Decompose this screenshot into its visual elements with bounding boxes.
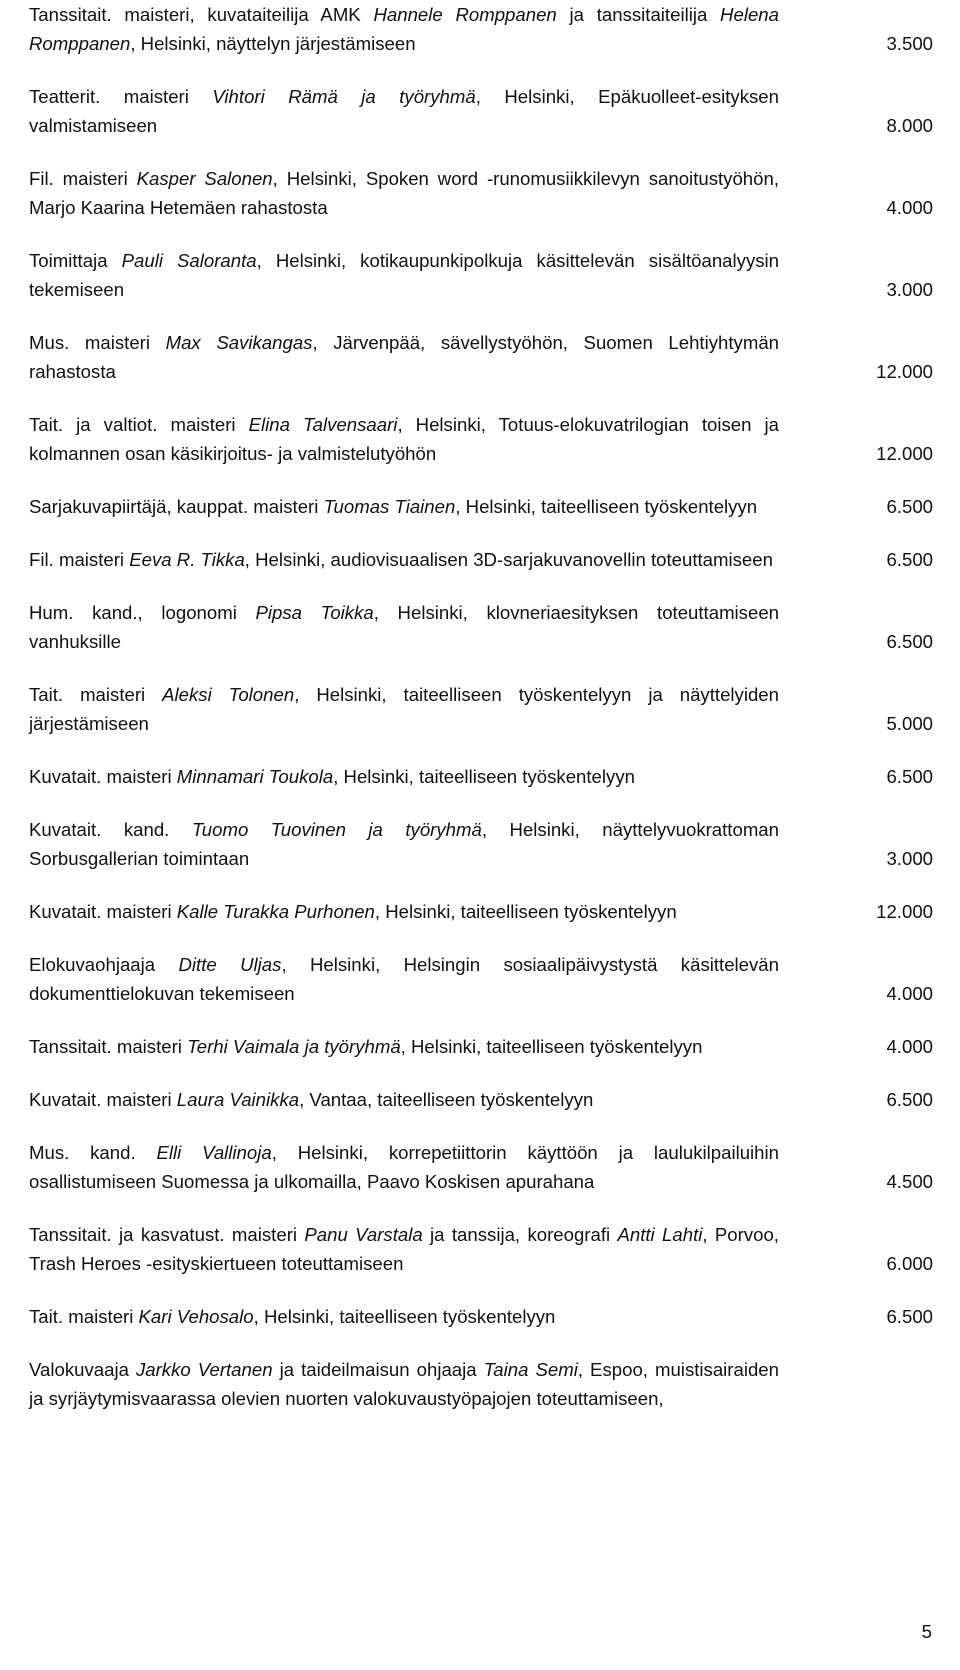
- grant-description: [29, 950, 779, 1008]
- grant-description: [29, 0, 779, 58]
- grantee-name: Tuomo Tuovinen ja työryhmä: [191, 819, 482, 840]
- grant-entry: [29, 815, 933, 873]
- grant-description: [29, 1032, 779, 1061]
- grant-text: , Helsinki, audiovisuaalisen 3D-sarjakuvanovellin toteuttamiseen: [244, 549, 773, 570]
- grant-entry: [29, 410, 933, 468]
- grant-description: [29, 82, 779, 140]
- grantee-name: Taina Semi: [483, 1359, 578, 1380]
- grant-text: , Helsinki, taiteelliseen työskentelyyn: [333, 766, 635, 787]
- grant-amount: 3.500: [886, 33, 933, 54]
- grant-text: Mus. maisteri: [29, 332, 166, 353]
- grantee-name: Eeva R. Tikka: [129, 549, 245, 570]
- grant-text: , Helsinki, Totuus-elokuvatrilogian toisen ja kolmannen osan käsikirjoitus- ja valmistelutyöhön: [29, 414, 780, 464]
- grant-text: , Espoo, muistisairaiden ja syrjäytymisvaarassa olevien nuorten valokuvaustyöpajojen toteuttamiseen,: [29, 1359, 779, 1409]
- page-number: 5: [921, 1621, 932, 1642]
- grant-text: Tanssitait. maisteri: [29, 1036, 188, 1057]
- grant-text: Tait. ja valtiot. maisteri: [29, 414, 249, 435]
- grant-amount: 5.000: [886, 713, 933, 734]
- grant-entry: [29, 1032, 933, 1061]
- grantee-name: Elina Talvensaari: [248, 414, 398, 435]
- grant-text: , Helsinki, taiteelliseen työskentelyyn ja näyttelyiden järjestämiseen: [29, 684, 779, 734]
- grantee-name: Kalle Turakka Purhonen: [176, 901, 375, 922]
- grant-text: ja tanssitaiteilija: [556, 4, 721, 25]
- grantee-name: Vihtori Rämä ja työryhmä: [212, 86, 476, 107]
- grant-text: Teatterit. maisteri: [29, 86, 213, 107]
- grant-text: Tanssitait. maisteri, kuvataiteilija AMK: [29, 4, 374, 25]
- grant-text: Tait. maisteri: [29, 684, 163, 705]
- grantee-name: Max Savikangas: [165, 332, 313, 353]
- grantee-name: Minnamari Toukola: [176, 766, 334, 787]
- grant-text: , Helsinki, näyttelyvuokrattoman Sorbusgallerian toimintaan: [29, 819, 779, 869]
- grant-description: [29, 545, 779, 574]
- grant-text: Kuvatait. maisteri: [29, 901, 177, 922]
- grant-list: [29, 0, 933, 1437]
- grantee-name: Ditte Uljas: [178, 954, 282, 975]
- grant-amount: 6.500: [886, 549, 933, 570]
- grant-text: Fil. maisteri: [29, 168, 137, 189]
- grantee-name: Helena Romppanen: [29, 4, 779, 54]
- grant-text: Kuvatait. kand.: [29, 819, 192, 840]
- grant-entry: [29, 328, 933, 386]
- grant-entry: [29, 82, 933, 140]
- grant-entry: [29, 1302, 933, 1331]
- grant-text: , Helsinki, kotikaupunkipolkuja käsittelevän sisältöanalyysin tekemiseen: [29, 250, 780, 300]
- grantee-name: Terhi Vaimala ja työryhmä: [187, 1036, 401, 1057]
- grantee-name: Elli Vallinoja: [156, 1142, 272, 1163]
- grantee-name: Panu Varstala: [304, 1224, 423, 1245]
- grant-text: ja tanssija, koreografi: [422, 1224, 618, 1245]
- grant-entry: [29, 1355, 933, 1413]
- grant-text: , Helsinki, näyttelyn järjestämiseen: [130, 33, 416, 54]
- grant-text: , Vantaa, taiteelliseen työskentelyyn: [299, 1089, 594, 1110]
- grant-text: , Helsinki, Helsingin sosiaalipäivystystä käsittelevän dokumenttielokuvan tekemiseen: [29, 954, 779, 1004]
- grant-description: [29, 680, 779, 738]
- grant-text: , Helsinki, klovneriaesityksen toteuttamiseen vanhuksille: [29, 602, 780, 652]
- grant-description: [29, 1355, 779, 1413]
- grant-text: , Helsinki, Epäkuolleet-esityksen valmistamiseen: [29, 86, 779, 136]
- grant-description: [29, 246, 779, 304]
- grant-entry: [29, 246, 933, 304]
- grant-text: , Helsinki, taiteelliseen työskentelyyn: [253, 1306, 556, 1327]
- grant-amount: 4.000: [886, 983, 933, 1004]
- grant-entry: [29, 1220, 933, 1278]
- grant-text: Fil. maisteri: [29, 549, 130, 570]
- grant-text: , Helsinki, taiteelliseen työskentelyyn: [400, 1036, 703, 1057]
- grant-text: Kuvatait. maisteri: [29, 766, 177, 787]
- grant-description: [29, 762, 779, 791]
- grantee-name: Pipsa Toikka: [255, 602, 374, 623]
- grantee-name: Aleksi Tolonen: [162, 684, 295, 705]
- grant-amount: 6.500: [886, 631, 933, 652]
- grant-entry: [29, 680, 933, 738]
- grant-text: Tanssitait. ja kasvatust. maisteri: [29, 1224, 305, 1245]
- grant-description: [29, 1302, 779, 1331]
- grant-amount: 8.000: [886, 115, 933, 136]
- grant-entry: [29, 545, 933, 574]
- grant-amount: 4.000: [886, 197, 933, 218]
- grant-description: [29, 1220, 779, 1278]
- grant-text: Tait. maisteri: [29, 1306, 139, 1327]
- grant-text: , Helsinki, taiteelliseen työskentelyyn: [455, 496, 758, 517]
- grant-entry: [29, 897, 933, 926]
- grant-text: , Helsinki, Spoken word -runomusiikkilevyn sanoitustyöhön, Marjo Kaarina Hetemäen rahastosta: [29, 168, 779, 218]
- grantee-name: Kari Vehosalo: [138, 1306, 254, 1327]
- grant-text: , Helsinki, taiteelliseen työskentelyyn: [374, 901, 677, 922]
- grant-text: Valokuvaaja: [29, 1359, 136, 1380]
- grant-description: [29, 897, 779, 926]
- grant-text: Kuvatait. maisteri: [29, 1089, 177, 1110]
- grant-amount: 12.000: [876, 901, 933, 922]
- grant-text: , Porvoo, Trash Heroes -esityskiertueen toteuttamiseen: [29, 1224, 779, 1274]
- grant-description: [29, 598, 779, 656]
- grant-amount: 6.000: [886, 1253, 933, 1274]
- grant-entry: [29, 598, 933, 656]
- grant-text: , Järvenpää, sävellystyöhön, Suomen Lehtiyhtymän rahastosta: [29, 332, 779, 382]
- grant-amount: 6.500: [886, 766, 933, 787]
- grant-text: Toimittaja: [29, 250, 122, 271]
- grant-amount: 3.000: [886, 848, 933, 869]
- grant-amount: 3.000: [886, 279, 933, 300]
- grantee-name: Pauli Saloranta: [121, 250, 257, 271]
- grant-entry: [29, 164, 933, 222]
- grant-entry: [29, 1085, 933, 1114]
- grant-amount: 6.500: [886, 1306, 933, 1327]
- grant-description: [29, 410, 779, 468]
- grant-text: Sarjakuvapiirtäjä, kauppat. maisteri: [29, 496, 324, 517]
- grantee-name: Antti Lahti: [617, 1224, 703, 1245]
- grant-description: [29, 815, 779, 873]
- grant-entry: [29, 492, 933, 521]
- grantee-name: Laura Vainikka: [176, 1089, 300, 1110]
- grant-text: Hum. kand., logonomi: [29, 602, 256, 623]
- grant-text: Mus. kand.: [29, 1142, 157, 1163]
- grant-entry: [29, 950, 933, 1008]
- grant-text: , Helsinki, korrepetiittorin käyttöön ja laulukilpailuihin osallistumiseen Suomessa ja ulkomailla, Paavo Koskisen apurahana: [29, 1142, 779, 1192]
- grant-description: [29, 1138, 779, 1196]
- grantee-name: Kasper Salonen: [136, 168, 273, 189]
- grant-amount: 12.000: [876, 443, 933, 464]
- grant-entry: [29, 762, 933, 791]
- grant-text: ja taideilmaisun ohjaaja: [272, 1359, 484, 1380]
- grant-amount: 4.500: [886, 1171, 933, 1192]
- grantee-name: Tuomas Tiainen: [323, 496, 456, 517]
- grant-amount: 12.000: [876, 361, 933, 382]
- grant-description: [29, 1085, 779, 1114]
- grant-entry: [29, 0, 933, 58]
- grant-amount: 6.500: [886, 1089, 933, 1110]
- grant-description: [29, 328, 779, 386]
- grant-entry: [29, 1138, 933, 1196]
- grant-text: Elokuvaohjaaja: [29, 954, 179, 975]
- grant-amount: 6.500: [886, 496, 933, 517]
- grant-description: [29, 492, 779, 521]
- grantee-name: Hannele Romppanen: [373, 4, 557, 25]
- grant-amount: 4.000: [886, 1036, 933, 1057]
- grantee-name: Jarkko Vertanen: [135, 1359, 273, 1380]
- grant-description: [29, 164, 779, 222]
